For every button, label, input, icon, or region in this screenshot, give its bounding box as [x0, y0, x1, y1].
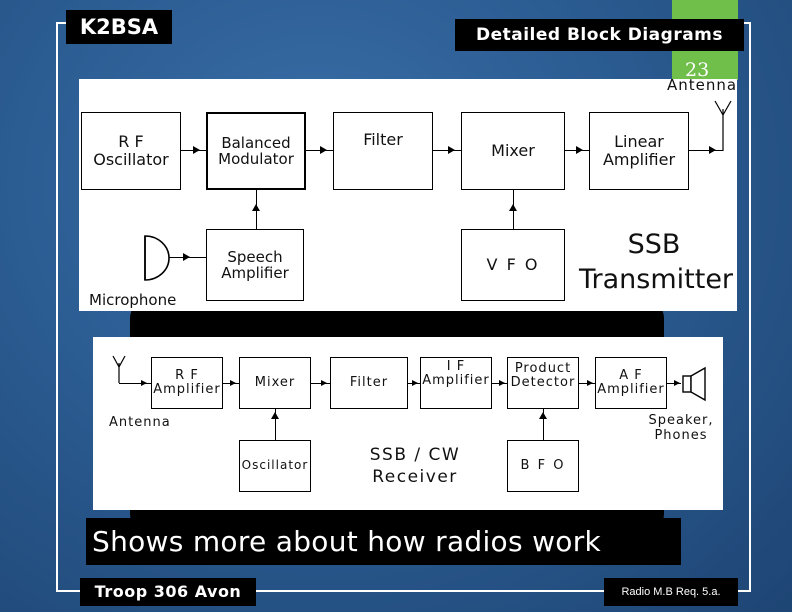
rx-arrow-bfo-det [539, 412, 547, 419]
header-left-title: K2BSA [66, 10, 172, 44]
tx-arrow-filter-mixer [448, 146, 455, 154]
rx-oscillator: Oscillator [239, 440, 311, 492]
rx-mixer: Mixer [239, 357, 311, 409]
footer-left: Troop 306 Avon [80, 578, 256, 606]
frame-left [56, 22, 58, 592]
tx-linear-amplifier: Linear Amplifier [589, 112, 689, 190]
tx-arrow-mod-filter [320, 146, 327, 154]
transmitter-diagram [79, 59, 738, 311]
rx-arrow-det-af [587, 380, 593, 386]
rx-if-amplifier: I F Amplifier [420, 357, 492, 409]
tx-vfo: V F O [461, 229, 565, 301]
rx-title: SSB / CW Receiver [369, 445, 461, 488]
tx-arrow-mixer-amp [576, 146, 583, 154]
tx-title: SSB Transmitter [579, 229, 734, 296]
tx-arrow-vfo-mixer [509, 204, 517, 211]
footer-right: Radio M.B Req. 5.a. [604, 578, 738, 606]
rx-af-amplifier: A F Amplifier [595, 357, 667, 409]
slide-number: 23 [685, 59, 710, 81]
tx-arrow-osc-mod [193, 146, 200, 154]
tx-antenna-label: Antenna [667, 76, 738, 94]
tx-speech-amplifier: Speech Amplifier [206, 229, 304, 301]
rx-arrow-ant-rf [141, 380, 147, 386]
tx-arrow-amp-ant [709, 146, 716, 154]
tx-arrow-mic-speech [183, 253, 190, 261]
rx-arrow-mixer-filter [321, 380, 327, 386]
rx-arrow-if-det [499, 380, 505, 386]
rx-arrow-filter-if [412, 380, 418, 386]
tx-antenna-icon [715, 101, 731, 151]
microphone-label: Microphone [89, 291, 177, 309]
rx-filter: Filter [330, 357, 408, 409]
tx-balanced-modulator: Balanced Modulator [206, 112, 306, 190]
caption: Shows more about how radios work [86, 518, 681, 565]
tx-arrow-speech-mod [252, 204, 260, 211]
tx-mixer: Mixer [461, 112, 565, 190]
rx-bfo: B F O [507, 440, 579, 492]
receiver-diagram [93, 337, 723, 510]
rx-antenna-label: Antenna [109, 415, 171, 430]
rx-arrow-af-spk [674, 380, 680, 386]
rx-antenna-icon [113, 356, 125, 383]
rx-arrow-osc-mixer [271, 412, 279, 419]
microphone-icon [145, 236, 169, 280]
rx-rf-amplifier: R F Amplifier [151, 357, 223, 409]
rx-arrow-rf-mixer [230, 380, 236, 386]
tx-rf-oscillator: R F Oscillator [81, 112, 181, 190]
header-right-title: Detailed Block Diagrams [455, 19, 744, 51]
speaker-icon [683, 368, 705, 400]
tx-filter: Filter [333, 112, 433, 190]
rx-speaker-label: Speaker, Phones [648, 413, 714, 443]
frame-right [749, 22, 751, 592]
rx-product-detector: Product Detector [507, 357, 579, 409]
